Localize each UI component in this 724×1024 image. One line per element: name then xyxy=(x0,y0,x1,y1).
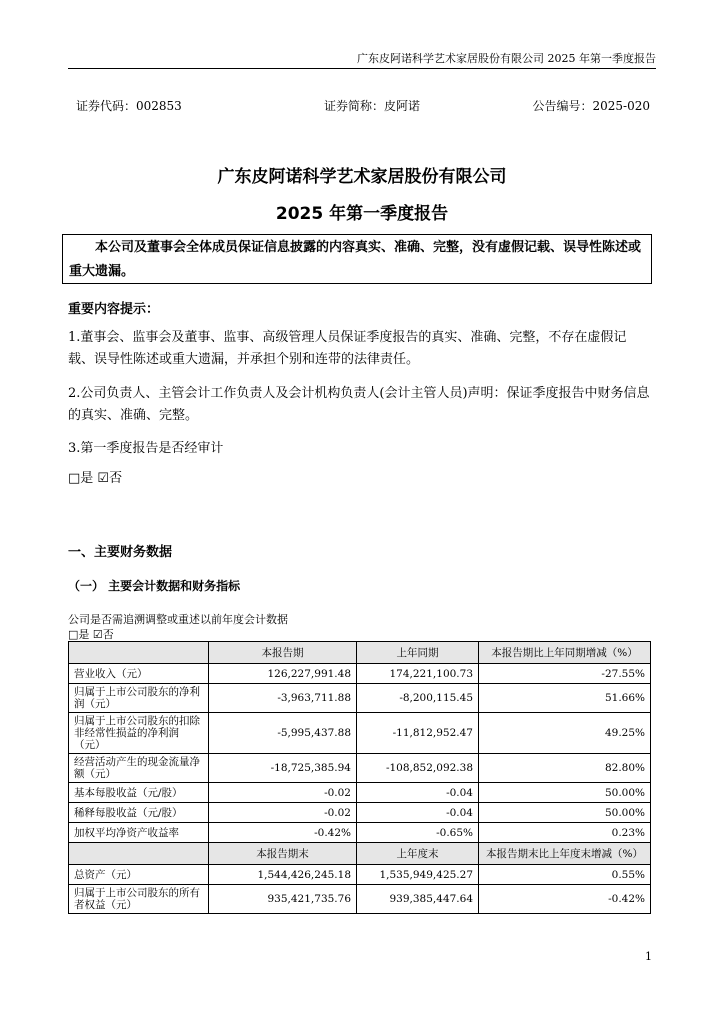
tip-item-1-text: 1.董事会、监事会及董事、监事、高级管理人员保证季度报告的真实、准确、完整，不存在虚假记载、误导性陈述或重大遗漏，并承担个别和连带的法律责任。 xyxy=(68,330,627,367)
cell-value: -0.02 xyxy=(209,803,357,823)
restate-choice: □是 ☑否 xyxy=(68,628,114,641)
notice-number: 公告编号：2025-020 xyxy=(532,99,650,113)
row-label: 归属于上市公司股东的净利润（元） xyxy=(69,684,209,713)
audit-choice xyxy=(68,468,650,490)
stock-abbr: 证券简称：皮阿诺 xyxy=(324,99,421,113)
cell-value: 935,421,735.76 xyxy=(209,885,357,914)
header-rule xyxy=(68,68,656,69)
table-header-cell: 上年同期 xyxy=(357,642,479,664)
table-row xyxy=(69,865,651,885)
table-row xyxy=(69,885,651,914)
cell-value: 50.00% xyxy=(479,783,651,803)
row-label: 加权平均净资产收益率 xyxy=(69,823,209,843)
row-label: 总资产（元） xyxy=(69,865,209,885)
table-row xyxy=(69,713,651,754)
page-number: 1 xyxy=(645,950,652,963)
stock-code: 证券代码：002853 xyxy=(76,99,182,113)
cell-value: -27.55% xyxy=(479,664,651,684)
cell-value: -0.04 xyxy=(357,803,479,823)
cell-value: 0.55% xyxy=(479,865,651,885)
row-label: 经营活动产生的现金流量净额（元） xyxy=(69,754,209,783)
cell-value: -18,725,385.94 xyxy=(209,754,357,783)
cell-value: 174,221,100.73 xyxy=(357,664,479,684)
cell-value: -5,995,437.88 xyxy=(209,713,357,754)
cell-value: 82.80% xyxy=(479,754,651,783)
table-header-row xyxy=(69,642,651,664)
company-title: 广东皮阿诺科学艺术家居股份有限公司 xyxy=(217,167,507,187)
tips-heading: 重要内容提示： xyxy=(68,302,160,317)
section-financial-heading: 一、主要财务数据 xyxy=(68,545,173,560)
table-header-cell: 本报告期比上年同期增减（%） xyxy=(479,642,651,664)
cell-value: 51.66% xyxy=(479,684,651,713)
cell-value: -0.42% xyxy=(209,823,357,843)
table-header-cell: 上年度末 xyxy=(357,843,479,865)
tip-item-1 xyxy=(68,327,650,371)
tip-item-3-text: 3.第一季度报告是否经审计 xyxy=(68,441,224,456)
subsection-heading: （一） 主要会计数据和财务指标 xyxy=(68,579,241,593)
disclosure-notice-box xyxy=(62,234,652,284)
cell-value: -8,200,115.45 xyxy=(357,684,479,713)
report-title: 2025 年第一季度报告 xyxy=(275,204,449,224)
table-header-cell: 本报告期末 xyxy=(209,843,357,865)
table-row xyxy=(69,803,651,823)
row-label: 归属于上市公司股东的所有者权益（元） xyxy=(69,885,209,914)
disclosure-notice-text: 本公司及董事会全体成员保证信息披露的内容真实、准确、完整，没有虚假记载、误导性陈述或重大遗漏。 xyxy=(69,240,642,279)
cell-value: 939,385,447.64 xyxy=(357,885,479,914)
cell-value: -11,812,952.47 xyxy=(357,713,479,754)
cell-value: -3,963,711.88 xyxy=(209,684,357,713)
row-label: 营业收入（元） xyxy=(69,664,209,684)
table-row xyxy=(69,783,651,803)
table-header-cell xyxy=(69,642,209,664)
page-header: 广东皮阿诺科学艺术家居股份有限公司 2025 年第一季度报告 xyxy=(357,52,656,65)
cell-value: -0.02 xyxy=(209,783,357,803)
audit-choice-text: □是 ☑否 xyxy=(68,471,123,486)
cell-value: 126,227,991.48 xyxy=(209,664,357,684)
financial-indicators-table xyxy=(68,641,651,914)
cell-value: 0.23% xyxy=(479,823,651,843)
cell-value: 49.25% xyxy=(479,713,651,754)
table-header-cell: 本报告期末比上年度末增减（%） xyxy=(479,843,651,865)
cell-value: -0.42% xyxy=(479,885,651,914)
cell-value: -0.65% xyxy=(357,823,479,843)
row-label: 稀释每股收益（元/股） xyxy=(69,803,209,823)
restate-question: 公司是否需追溯调整或重述以前年度会计数据 xyxy=(68,613,288,626)
table-row xyxy=(69,684,651,713)
row-label: 归属于上市公司股东的扣除非经常性损益的净利润（元） xyxy=(69,713,209,754)
tip-item-2-text: 2.公司负责人、主管会计工作负责人及会计机构负责人(会计主管人员)声明：保证季度报告中财务信息的真实、准确、完整。 xyxy=(68,386,650,423)
table-header-row xyxy=(69,843,651,865)
cell-value: 1,535,949,425.27 xyxy=(357,865,479,885)
table-row xyxy=(69,664,651,684)
table-header-cell: 本报告期 xyxy=(209,642,357,664)
table-row xyxy=(69,823,651,843)
cell-value: -108,852,092.38 xyxy=(357,754,479,783)
tip-item-2 xyxy=(68,383,650,427)
cell-value: -0.04 xyxy=(357,783,479,803)
row-label: 基本每股收益（元/股） xyxy=(69,783,209,803)
table-row xyxy=(69,754,651,783)
table-header-cell xyxy=(69,843,209,865)
tip-item-3 xyxy=(68,438,650,460)
cell-value: 50.00% xyxy=(479,803,651,823)
cell-value: 1,544,426,245.18 xyxy=(209,865,357,885)
